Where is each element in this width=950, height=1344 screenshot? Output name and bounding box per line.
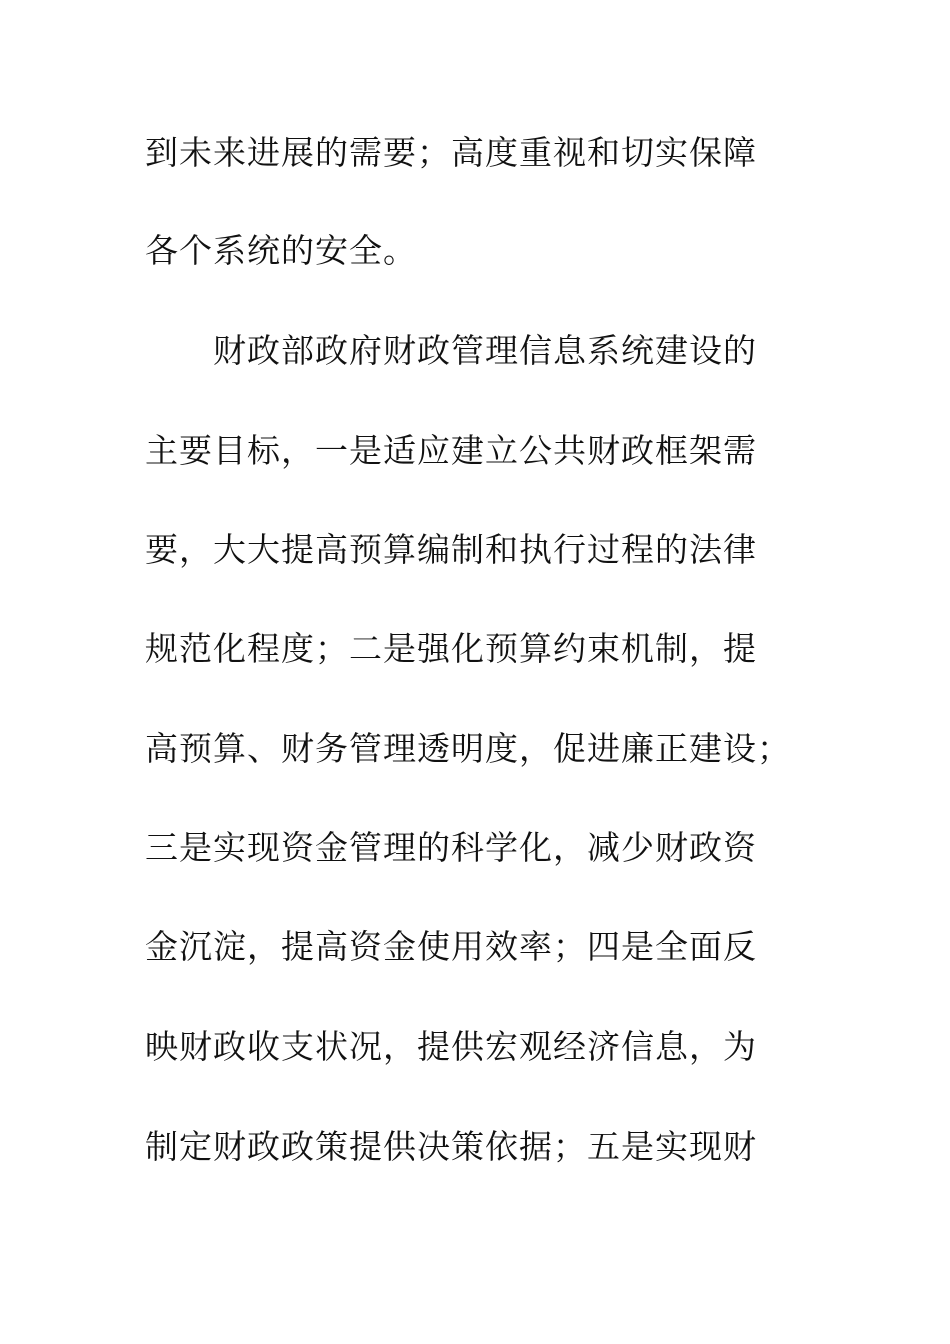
text-line: 金沉淀，提高资金使用效率；四是全面反 bbox=[145, 927, 757, 966]
text-line: 要，大大提高预算编制和执行过程的法律 bbox=[145, 530, 757, 569]
text-line: 高预算、财务管理透明度，促进廉正建设； bbox=[145, 729, 791, 768]
text-line: 制定财政政策提供决策依据；五是实现财 bbox=[145, 1127, 757, 1166]
text-line: 各个系统的安全。 bbox=[145, 231, 417, 270]
text-line: 到未来进展的需要；高度重视和切实保障 bbox=[145, 133, 757, 172]
text-line: 规范化程度；二是强化预算约束机制，提 bbox=[145, 629, 757, 668]
text-line: 主要目标，一是适应建立公共财政框架需 bbox=[145, 431, 757, 470]
text-line: 三是实现资金管理的科学化，减少财政资 bbox=[145, 828, 757, 867]
text-line: 映财政收支状况，提供宏观经济信息，为 bbox=[145, 1027, 757, 1066]
paragraph-first-line: 财政部政府财政管理信息系统建设的 bbox=[213, 331, 757, 370]
